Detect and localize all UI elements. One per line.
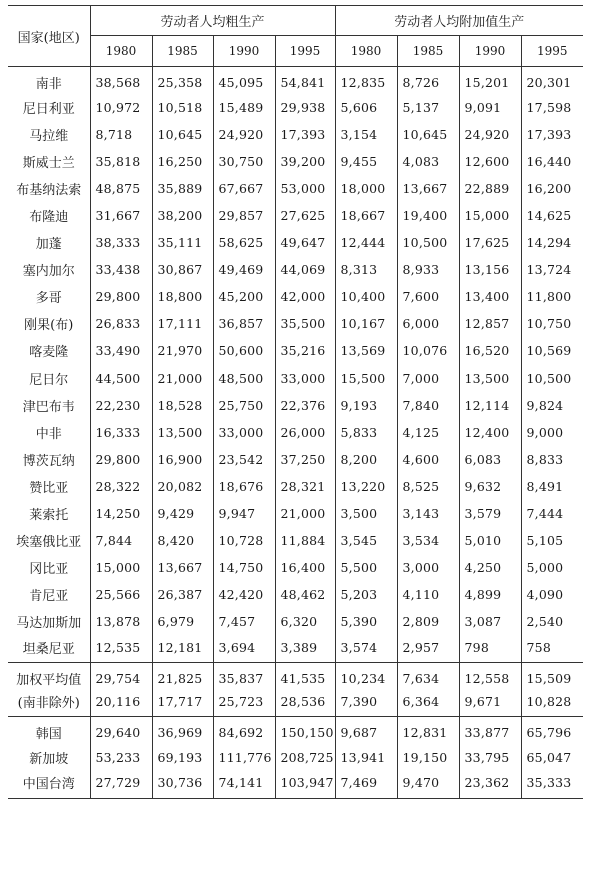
region-cell: 塞内加尔 bbox=[22, 264, 75, 280]
value-cell: 12,558 bbox=[459, 663, 521, 690]
value-cell: 33,877 bbox=[459, 717, 521, 744]
value-cell: 5,137 bbox=[397, 94, 459, 121]
value-cell: 26,833 bbox=[90, 310, 152, 337]
year-header-value-added-1980: 1980 bbox=[335, 36, 397, 67]
value-cell: 8,525 bbox=[397, 473, 459, 500]
value-cell: 10,076 bbox=[397, 337, 459, 364]
value-cell: 17,111 bbox=[152, 310, 213, 337]
table-row bbox=[8, 283, 583, 310]
table-row bbox=[8, 690, 583, 717]
value-cell: 31,667 bbox=[90, 202, 152, 229]
value-cell: 25,723 bbox=[213, 690, 275, 717]
value-cell: 35,500 bbox=[275, 310, 335, 337]
region-cell: 喀麦隆 bbox=[29, 345, 69, 361]
region-cell: 刚果(布) bbox=[24, 318, 74, 334]
value-cell: 17,393 bbox=[275, 121, 335, 148]
value-cell: 103,947 bbox=[275, 771, 335, 798]
value-cell: 25,750 bbox=[213, 392, 275, 419]
value-cell: 54,841 bbox=[275, 67, 335, 94]
value-cell: 20,301 bbox=[521, 67, 583, 94]
value-cell: 33,795 bbox=[459, 744, 521, 771]
value-cell: 9,824 bbox=[521, 392, 583, 419]
value-cell: 8,491 bbox=[521, 473, 583, 500]
value-cell: 10,400 bbox=[335, 283, 397, 310]
value-cell: 2,540 bbox=[521, 608, 583, 635]
value-cell: 3,000 bbox=[397, 554, 459, 581]
value-cell: 10,500 bbox=[397, 229, 459, 256]
value-cell: 208,725 bbox=[275, 744, 335, 771]
table-row bbox=[8, 500, 583, 527]
year-header-gross-1995: 1995 bbox=[275, 36, 335, 67]
region-cell: 马达加斯加 bbox=[16, 616, 82, 632]
value-cell: 7,000 bbox=[397, 365, 459, 392]
value-cell: 45,200 bbox=[213, 283, 275, 310]
value-cell: 10,645 bbox=[397, 121, 459, 148]
table-group-3 bbox=[8, 717, 583, 798]
value-cell: 8,718 bbox=[90, 121, 152, 148]
table-row bbox=[8, 337, 583, 364]
value-cell: 6,364 bbox=[397, 690, 459, 717]
value-cell: 10,750 bbox=[521, 310, 583, 337]
value-cell: 38,568 bbox=[90, 67, 152, 94]
value-cell: 10,234 bbox=[335, 663, 397, 690]
value-cell: 18,667 bbox=[335, 202, 397, 229]
value-cell: 28,322 bbox=[90, 473, 152, 500]
value-cell: 33,000 bbox=[213, 419, 275, 446]
region-cell: 赞比亚 bbox=[29, 480, 69, 496]
value-cell: 30,750 bbox=[213, 148, 275, 175]
table-row bbox=[8, 175, 583, 202]
region-cell: 加蓬 bbox=[35, 237, 62, 253]
value-cell: 10,569 bbox=[521, 337, 583, 364]
table-row bbox=[8, 148, 583, 175]
table-row bbox=[8, 67, 583, 94]
value-cell: 5,105 bbox=[521, 527, 583, 554]
table-row bbox=[8, 663, 583, 690]
value-cell: 19,400 bbox=[397, 202, 459, 229]
value-cell: 49,469 bbox=[213, 256, 275, 283]
value-cell: 5,500 bbox=[335, 554, 397, 581]
value-cell: 53,000 bbox=[275, 175, 335, 202]
table-row bbox=[8, 608, 583, 635]
year-header-value-added-1990: 1990 bbox=[459, 36, 521, 67]
year-header-row bbox=[8, 36, 583, 67]
value-cell: 48,500 bbox=[213, 365, 275, 392]
value-cell: 35,818 bbox=[90, 148, 152, 175]
value-cell: 12,857 bbox=[459, 310, 521, 337]
value-cell: 22,376 bbox=[275, 392, 335, 419]
region-cell: 尼日尔 bbox=[29, 372, 69, 388]
value-cell: 3,534 bbox=[397, 527, 459, 554]
value-cell: 13,667 bbox=[397, 175, 459, 202]
year-header-gross-1990: 1990 bbox=[213, 36, 275, 67]
value-cell: 7,844 bbox=[90, 527, 152, 554]
value-cell: 3,087 bbox=[459, 608, 521, 635]
table-row bbox=[8, 581, 583, 608]
region-cell: 多哥 bbox=[35, 291, 62, 307]
value-cell: 14,750 bbox=[213, 554, 275, 581]
value-cell: 45,095 bbox=[213, 67, 275, 94]
value-cell: 21,825 bbox=[152, 663, 213, 690]
value-cell: 7,469 bbox=[335, 771, 397, 798]
value-cell: 10,645 bbox=[152, 121, 213, 148]
value-cell: 15,201 bbox=[459, 67, 521, 94]
value-cell: 5,390 bbox=[335, 608, 397, 635]
value-cell: 10,518 bbox=[152, 94, 213, 121]
value-cell: 20,082 bbox=[152, 473, 213, 500]
region-cell: 博茨瓦纳 bbox=[22, 453, 75, 469]
table-row bbox=[8, 419, 583, 446]
value-cell: 15,000 bbox=[459, 202, 521, 229]
value-cell: 17,717 bbox=[152, 690, 213, 717]
value-cell: 17,393 bbox=[521, 121, 583, 148]
value-cell: 22,230 bbox=[90, 392, 152, 419]
value-cell: 3,154 bbox=[335, 121, 397, 148]
value-cell: 25,566 bbox=[90, 581, 152, 608]
region-cell: 马拉维 bbox=[29, 128, 69, 144]
value-cell: 18,528 bbox=[152, 392, 213, 419]
value-cell: 35,111 bbox=[152, 229, 213, 256]
value-cell: 9,671 bbox=[459, 690, 521, 717]
value-cell: 28,321 bbox=[275, 473, 335, 500]
value-cell: 18,676 bbox=[213, 473, 275, 500]
value-cell: 13,878 bbox=[90, 608, 152, 635]
region-cell: 中非 bbox=[35, 426, 62, 442]
value-cell: 13,569 bbox=[335, 337, 397, 364]
region-cell: 布基纳法索 bbox=[16, 182, 82, 198]
value-cell: 29,800 bbox=[90, 283, 152, 310]
value-cell: 58,625 bbox=[213, 229, 275, 256]
value-cell: 12,535 bbox=[90, 635, 152, 662]
value-cell: 9,000 bbox=[521, 419, 583, 446]
value-cell: 8,933 bbox=[397, 256, 459, 283]
value-cell: 67,667 bbox=[213, 175, 275, 202]
value-cell: 36,857 bbox=[213, 310, 275, 337]
value-cell: 8,833 bbox=[521, 446, 583, 473]
value-cell: 3,694 bbox=[213, 635, 275, 662]
value-cell: 5,203 bbox=[335, 581, 397, 608]
year-header-value-added-1995: 1995 bbox=[521, 36, 583, 67]
value-cell: 27,625 bbox=[275, 202, 335, 229]
value-cell: 6,979 bbox=[152, 608, 213, 635]
value-cell: 20,116 bbox=[90, 690, 152, 717]
value-cell: 13,500 bbox=[459, 365, 521, 392]
value-cell: 39,200 bbox=[275, 148, 335, 175]
value-cell: 74,141 bbox=[213, 771, 275, 798]
value-cell: 8,726 bbox=[397, 67, 459, 94]
value-cell: 44,500 bbox=[90, 365, 152, 392]
table-row bbox=[8, 527, 583, 554]
value-cell: 65,796 bbox=[521, 717, 583, 744]
value-cell: 4,899 bbox=[459, 581, 521, 608]
value-cell: 8,420 bbox=[152, 527, 213, 554]
value-cell: 4,110 bbox=[397, 581, 459, 608]
region-cell: 坦桑尼亚 bbox=[22, 641, 75, 657]
value-cell: 26,000 bbox=[275, 419, 335, 446]
value-cell: 42,420 bbox=[213, 581, 275, 608]
value-cell: 6,320 bbox=[275, 608, 335, 635]
value-cell: 13,941 bbox=[335, 744, 397, 771]
region-cell: 津巴布韦 bbox=[22, 399, 75, 415]
value-cell: 4,083 bbox=[397, 148, 459, 175]
value-cell: 50,600 bbox=[213, 337, 275, 364]
value-cell: 14,625 bbox=[521, 202, 583, 229]
value-cell: 48,462 bbox=[275, 581, 335, 608]
value-cell: 16,333 bbox=[90, 419, 152, 446]
value-cell: 10,972 bbox=[90, 94, 152, 121]
group-header-value-added: 劳动者人均附加值生产 bbox=[335, 6, 583, 36]
table-row bbox=[8, 365, 583, 392]
value-cell: 29,800 bbox=[90, 446, 152, 473]
value-cell: 111,776 bbox=[213, 744, 275, 771]
value-cell: 35,216 bbox=[275, 337, 335, 364]
value-cell: 33,438 bbox=[90, 256, 152, 283]
table-group-2 bbox=[8, 663, 583, 717]
value-cell: 69,193 bbox=[152, 744, 213, 771]
value-cell: 9,470 bbox=[397, 771, 459, 798]
value-cell: 7,600 bbox=[397, 283, 459, 310]
value-cell: 9,091 bbox=[459, 94, 521, 121]
value-cell: 4,600 bbox=[397, 446, 459, 473]
value-cell: 22,889 bbox=[459, 175, 521, 202]
value-cell: 798 bbox=[459, 635, 521, 662]
region-cell: 南非 bbox=[35, 76, 62, 92]
value-cell: 10,167 bbox=[335, 310, 397, 337]
value-cell: 8,313 bbox=[335, 256, 397, 283]
table-row bbox=[8, 554, 583, 581]
value-cell: 24,920 bbox=[459, 121, 521, 148]
value-cell: 36,969 bbox=[152, 717, 213, 744]
value-cell: 28,536 bbox=[275, 690, 335, 717]
value-cell: 9,687 bbox=[335, 717, 397, 744]
value-cell: 53,233 bbox=[90, 744, 152, 771]
table-row bbox=[8, 635, 583, 662]
value-cell: 9,632 bbox=[459, 473, 521, 500]
value-cell: 42,000 bbox=[275, 283, 335, 310]
region-cell: 中国台湾 bbox=[22, 777, 75, 793]
value-cell: 29,640 bbox=[90, 717, 152, 744]
value-cell: 16,900 bbox=[152, 446, 213, 473]
region-cell: 新加坡 bbox=[29, 751, 69, 767]
value-cell: 16,400 bbox=[275, 554, 335, 581]
value-cell: 10,500 bbox=[521, 365, 583, 392]
value-cell: 10,828 bbox=[521, 690, 583, 717]
value-cell: 30,867 bbox=[152, 256, 213, 283]
table-row bbox=[8, 446, 583, 473]
value-cell: 15,489 bbox=[213, 94, 275, 121]
region-cell: 布隆迪 bbox=[29, 210, 69, 226]
value-cell: 3,574 bbox=[335, 635, 397, 662]
value-cell: 16,250 bbox=[152, 148, 213, 175]
table-row bbox=[8, 717, 583, 744]
table-row bbox=[8, 121, 583, 148]
value-cell: 150,150 bbox=[275, 717, 335, 744]
value-cell: 7,840 bbox=[397, 392, 459, 419]
table-row bbox=[8, 256, 583, 283]
value-cell: 12,831 bbox=[397, 717, 459, 744]
table-group-1 bbox=[8, 67, 583, 663]
table-row bbox=[8, 310, 583, 337]
year-header-value-added-1985: 1985 bbox=[397, 36, 459, 67]
value-cell: 11,884 bbox=[275, 527, 335, 554]
value-cell: 38,333 bbox=[90, 229, 152, 256]
value-cell: 2,957 bbox=[397, 635, 459, 662]
value-cell: 4,250 bbox=[459, 554, 521, 581]
value-cell: 5,833 bbox=[335, 419, 397, 446]
value-cell: 27,729 bbox=[90, 771, 152, 798]
value-cell: 15,509 bbox=[521, 663, 583, 690]
value-cell: 3,389 bbox=[275, 635, 335, 662]
year-header-gross-1985: 1985 bbox=[152, 36, 213, 67]
value-cell: 33,490 bbox=[90, 337, 152, 364]
value-cell: 8,200 bbox=[335, 446, 397, 473]
value-cell: 18,800 bbox=[152, 283, 213, 310]
value-cell: 15,500 bbox=[335, 365, 397, 392]
region-cell: 肯尼亚 bbox=[29, 589, 69, 605]
value-cell: 10,728 bbox=[213, 527, 275, 554]
table-row bbox=[8, 744, 583, 771]
value-cell: 33,000 bbox=[275, 365, 335, 392]
value-cell: 14,250 bbox=[90, 500, 152, 527]
table-row bbox=[8, 771, 583, 798]
value-cell: 15,000 bbox=[90, 554, 152, 581]
value-cell: 7,444 bbox=[521, 500, 583, 527]
value-cell: 30,736 bbox=[152, 771, 213, 798]
value-cell: 13,220 bbox=[335, 473, 397, 500]
value-cell: 12,400 bbox=[459, 419, 521, 446]
value-cell: 9,455 bbox=[335, 148, 397, 175]
value-cell: 758 bbox=[521, 635, 583, 662]
region-cell: 加权平均值 bbox=[16, 672, 82, 688]
value-cell: 3,545 bbox=[335, 527, 397, 554]
value-cell: 29,938 bbox=[275, 94, 335, 121]
value-cell: 12,600 bbox=[459, 148, 521, 175]
value-cell: 5,000 bbox=[521, 554, 583, 581]
value-cell: 3,500 bbox=[335, 500, 397, 527]
value-cell: 7,634 bbox=[397, 663, 459, 690]
region-cell: 尼日利亚 bbox=[22, 101, 75, 117]
value-cell: 3,579 bbox=[459, 500, 521, 527]
value-cell: 16,520 bbox=[459, 337, 521, 364]
region-cell: 斯威士兰 bbox=[22, 155, 75, 171]
value-cell: 13,156 bbox=[459, 256, 521, 283]
value-cell: 9,429 bbox=[152, 500, 213, 527]
value-cell: 35,837 bbox=[213, 663, 275, 690]
value-cell: 84,692 bbox=[213, 717, 275, 744]
value-cell: 12,114 bbox=[459, 392, 521, 419]
table-row bbox=[8, 473, 583, 500]
year-header-gross-1980: 1980 bbox=[90, 36, 152, 67]
value-cell: 29,754 bbox=[90, 663, 152, 690]
value-cell: 5,010 bbox=[459, 527, 521, 554]
value-cell: 13,724 bbox=[521, 256, 583, 283]
table-row bbox=[8, 202, 583, 229]
value-cell: 7,390 bbox=[335, 690, 397, 717]
table-row bbox=[8, 229, 583, 256]
value-cell: 21,000 bbox=[275, 500, 335, 527]
value-cell: 17,625 bbox=[459, 229, 521, 256]
value-cell: 35,333 bbox=[521, 771, 583, 798]
region-cell: 冈比亚 bbox=[29, 562, 69, 578]
value-cell: 17,598 bbox=[521, 94, 583, 121]
value-cell: 2,809 bbox=[397, 608, 459, 635]
value-cell: 21,970 bbox=[152, 337, 213, 364]
value-cell: 18,000 bbox=[335, 175, 397, 202]
value-cell: 13,400 bbox=[459, 283, 521, 310]
region-cell: 埃塞俄比亚 bbox=[16, 535, 82, 551]
value-cell: 13,500 bbox=[152, 419, 213, 446]
value-cell: 5,606 bbox=[335, 94, 397, 121]
value-cell: 4,090 bbox=[521, 581, 583, 608]
value-cell: 41,535 bbox=[275, 663, 335, 690]
value-cell: 6,083 bbox=[459, 446, 521, 473]
value-cell: 49,647 bbox=[275, 229, 335, 256]
group-header-gross-output: 劳动者人均粗生产 bbox=[90, 6, 335, 36]
value-cell: 6,000 bbox=[397, 310, 459, 337]
value-cell: 9,193 bbox=[335, 392, 397, 419]
value-cell: 65,047 bbox=[521, 744, 583, 771]
region-cell: (南非除外) bbox=[17, 695, 80, 711]
value-cell: 7,457 bbox=[213, 608, 275, 635]
value-cell: 25,358 bbox=[152, 67, 213, 94]
value-cell: 44,069 bbox=[275, 256, 335, 283]
value-cell: 9,947 bbox=[213, 500, 275, 527]
value-cell: 12,835 bbox=[335, 67, 397, 94]
value-cell: 4,125 bbox=[397, 419, 459, 446]
value-cell: 14,294 bbox=[521, 229, 583, 256]
value-cell: 38,200 bbox=[152, 202, 213, 229]
value-cell: 12,444 bbox=[335, 229, 397, 256]
value-cell: 16,440 bbox=[521, 148, 583, 175]
value-cell: 21,000 bbox=[152, 365, 213, 392]
value-cell: 35,889 bbox=[152, 175, 213, 202]
value-cell: 11,800 bbox=[521, 283, 583, 310]
value-cell: 23,362 bbox=[459, 771, 521, 798]
row-header-cell: 国家(地区) bbox=[17, 30, 80, 46]
value-cell: 3,143 bbox=[397, 500, 459, 527]
table-header bbox=[8, 6, 583, 67]
value-cell: 48,875 bbox=[90, 175, 152, 202]
table-row bbox=[8, 392, 583, 419]
value-cell: 12,181 bbox=[152, 635, 213, 662]
table-row bbox=[8, 94, 583, 121]
value-cell: 37,250 bbox=[275, 446, 335, 473]
value-cell: 24,920 bbox=[213, 121, 275, 148]
value-cell: 23,542 bbox=[213, 446, 275, 473]
region-cell: 莱索托 bbox=[29, 508, 69, 524]
value-cell: 19,150 bbox=[397, 744, 459, 771]
value-cell: 26,387 bbox=[152, 581, 213, 608]
value-cell: 13,667 bbox=[152, 554, 213, 581]
value-cell: 16,200 bbox=[521, 175, 583, 202]
region-cell: 韩国 bbox=[35, 727, 62, 743]
statistics-table bbox=[8, 5, 583, 799]
value-cell: 29,857 bbox=[213, 202, 275, 229]
